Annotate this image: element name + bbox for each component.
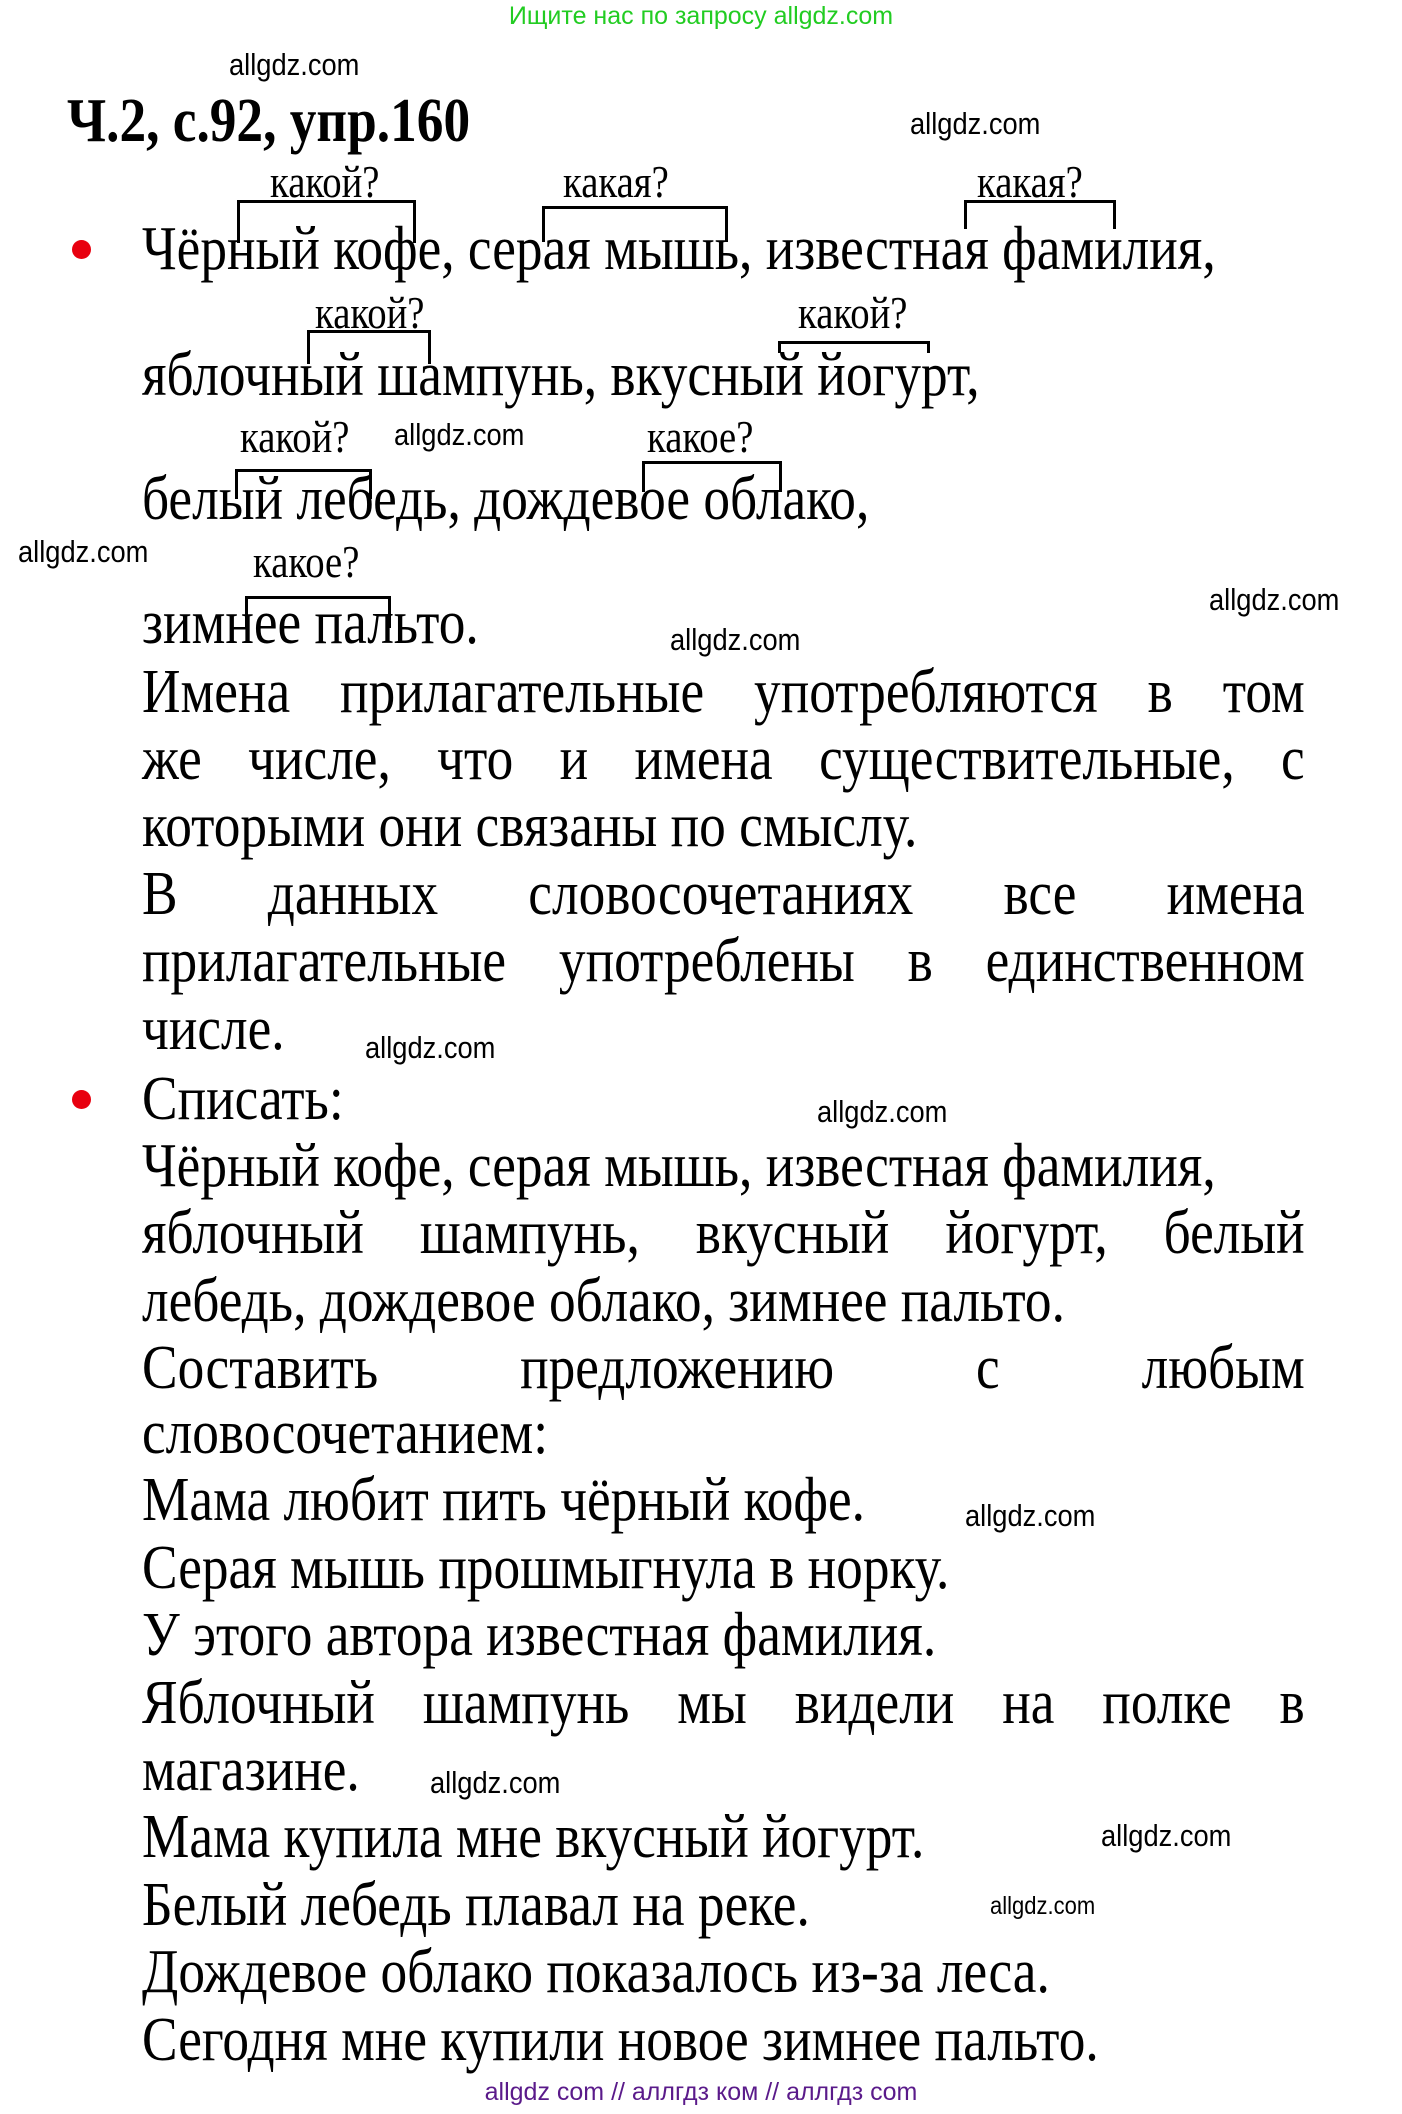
text-line: Серая мышь прошмыгнула в норку. [142, 1534, 950, 1602]
text-line: же числе, что и имена существительные, с [142, 725, 1305, 793]
text-line: Яблочный шампунь мы видели на полке в [142, 1669, 1305, 1737]
page-title: Ч.2, с.92, упр.160 [67, 87, 471, 155]
watermark: allgdz.com [990, 1892, 1096, 1920]
text-line: которыми они связаны по смыслу. [142, 792, 918, 860]
text-line: Списать: [142, 1065, 344, 1133]
question-label: какой? [240, 412, 350, 462]
text-line: Чёрный кофе, серая мышь, известная фамилия, [142, 215, 1216, 283]
text-line: лебедь, дождевое облако, зимнее пальто. [142, 1267, 1065, 1335]
text-line: словосочетанием: [142, 1399, 549, 1467]
watermark: allgdz.com [910, 106, 1041, 141]
footer-watermark: allgdz com // аллгдз ком // аллгдз com [484, 2078, 918, 2106]
text-line: Чёрный кофе, серая мышь, известная фамилия, [142, 1132, 1216, 1200]
question-label: какой? [798, 288, 908, 338]
text-line: Мама купила мне вкусный йогурт. [142, 1803, 925, 1871]
bullet-icon [72, 240, 91, 259]
text-line: яблочный шампунь, вкусный йогурт, белый [142, 1199, 1305, 1267]
bullet-icon [72, 1090, 91, 1109]
text-line: У этого автора известная фамилия. [142, 1601, 937, 1669]
question-label: какое? [253, 537, 360, 587]
text-line: Составить предложению с любым [142, 1334, 1305, 1402]
text-line: Имена прилагательные употребляются в том [142, 658, 1305, 726]
watermark: allgdz.com [1101, 1818, 1232, 1853]
text-line: Белый лебедь плавал на реке. [142, 1871, 810, 1939]
text-line: Дождевое облако показалось из-за леса. [142, 1938, 1050, 2006]
question-label: какая? [563, 157, 669, 207]
watermark: allgdz.com [365, 1030, 496, 1065]
text-line: числе. [142, 995, 285, 1063]
watermark: allgdz.com [670, 622, 801, 657]
text-line: прилагательные употреблены в единственном [142, 927, 1305, 995]
search-banner: Ищите нас по запросу allgdz.com [508, 2, 894, 30]
text-line: магазине. [142, 1736, 360, 1804]
text-line: Сегодня мне купили новое зимнее пальто. [142, 2006, 1099, 2074]
text-line: Мама любит пить чёрный кофе. [142, 1466, 865, 1534]
text-line: яблочный шампунь, вкусный йогурт, [142, 341, 980, 409]
text-line: белый лебедь, дождевое облако, [142, 465, 870, 533]
question-label: какое? [647, 412, 754, 462]
watermark: allgdz.com [430, 1765, 561, 1800]
watermark: allgdz.com [394, 417, 525, 452]
watermark: allgdz.com [229, 47, 360, 82]
question-label: какой? [315, 288, 425, 338]
watermark: allgdz.com [1209, 582, 1340, 617]
question-label: какой? [270, 157, 380, 207]
watermark: allgdz.com [965, 1498, 1096, 1533]
question-label: какая? [977, 157, 1083, 207]
watermark: allgdz.com [817, 1094, 948, 1129]
watermark: allgdz.com [18, 534, 149, 569]
text-line: зимнее пальто. [142, 589, 479, 657]
text-line: В данных словосочетаниях все имена [142, 860, 1305, 928]
